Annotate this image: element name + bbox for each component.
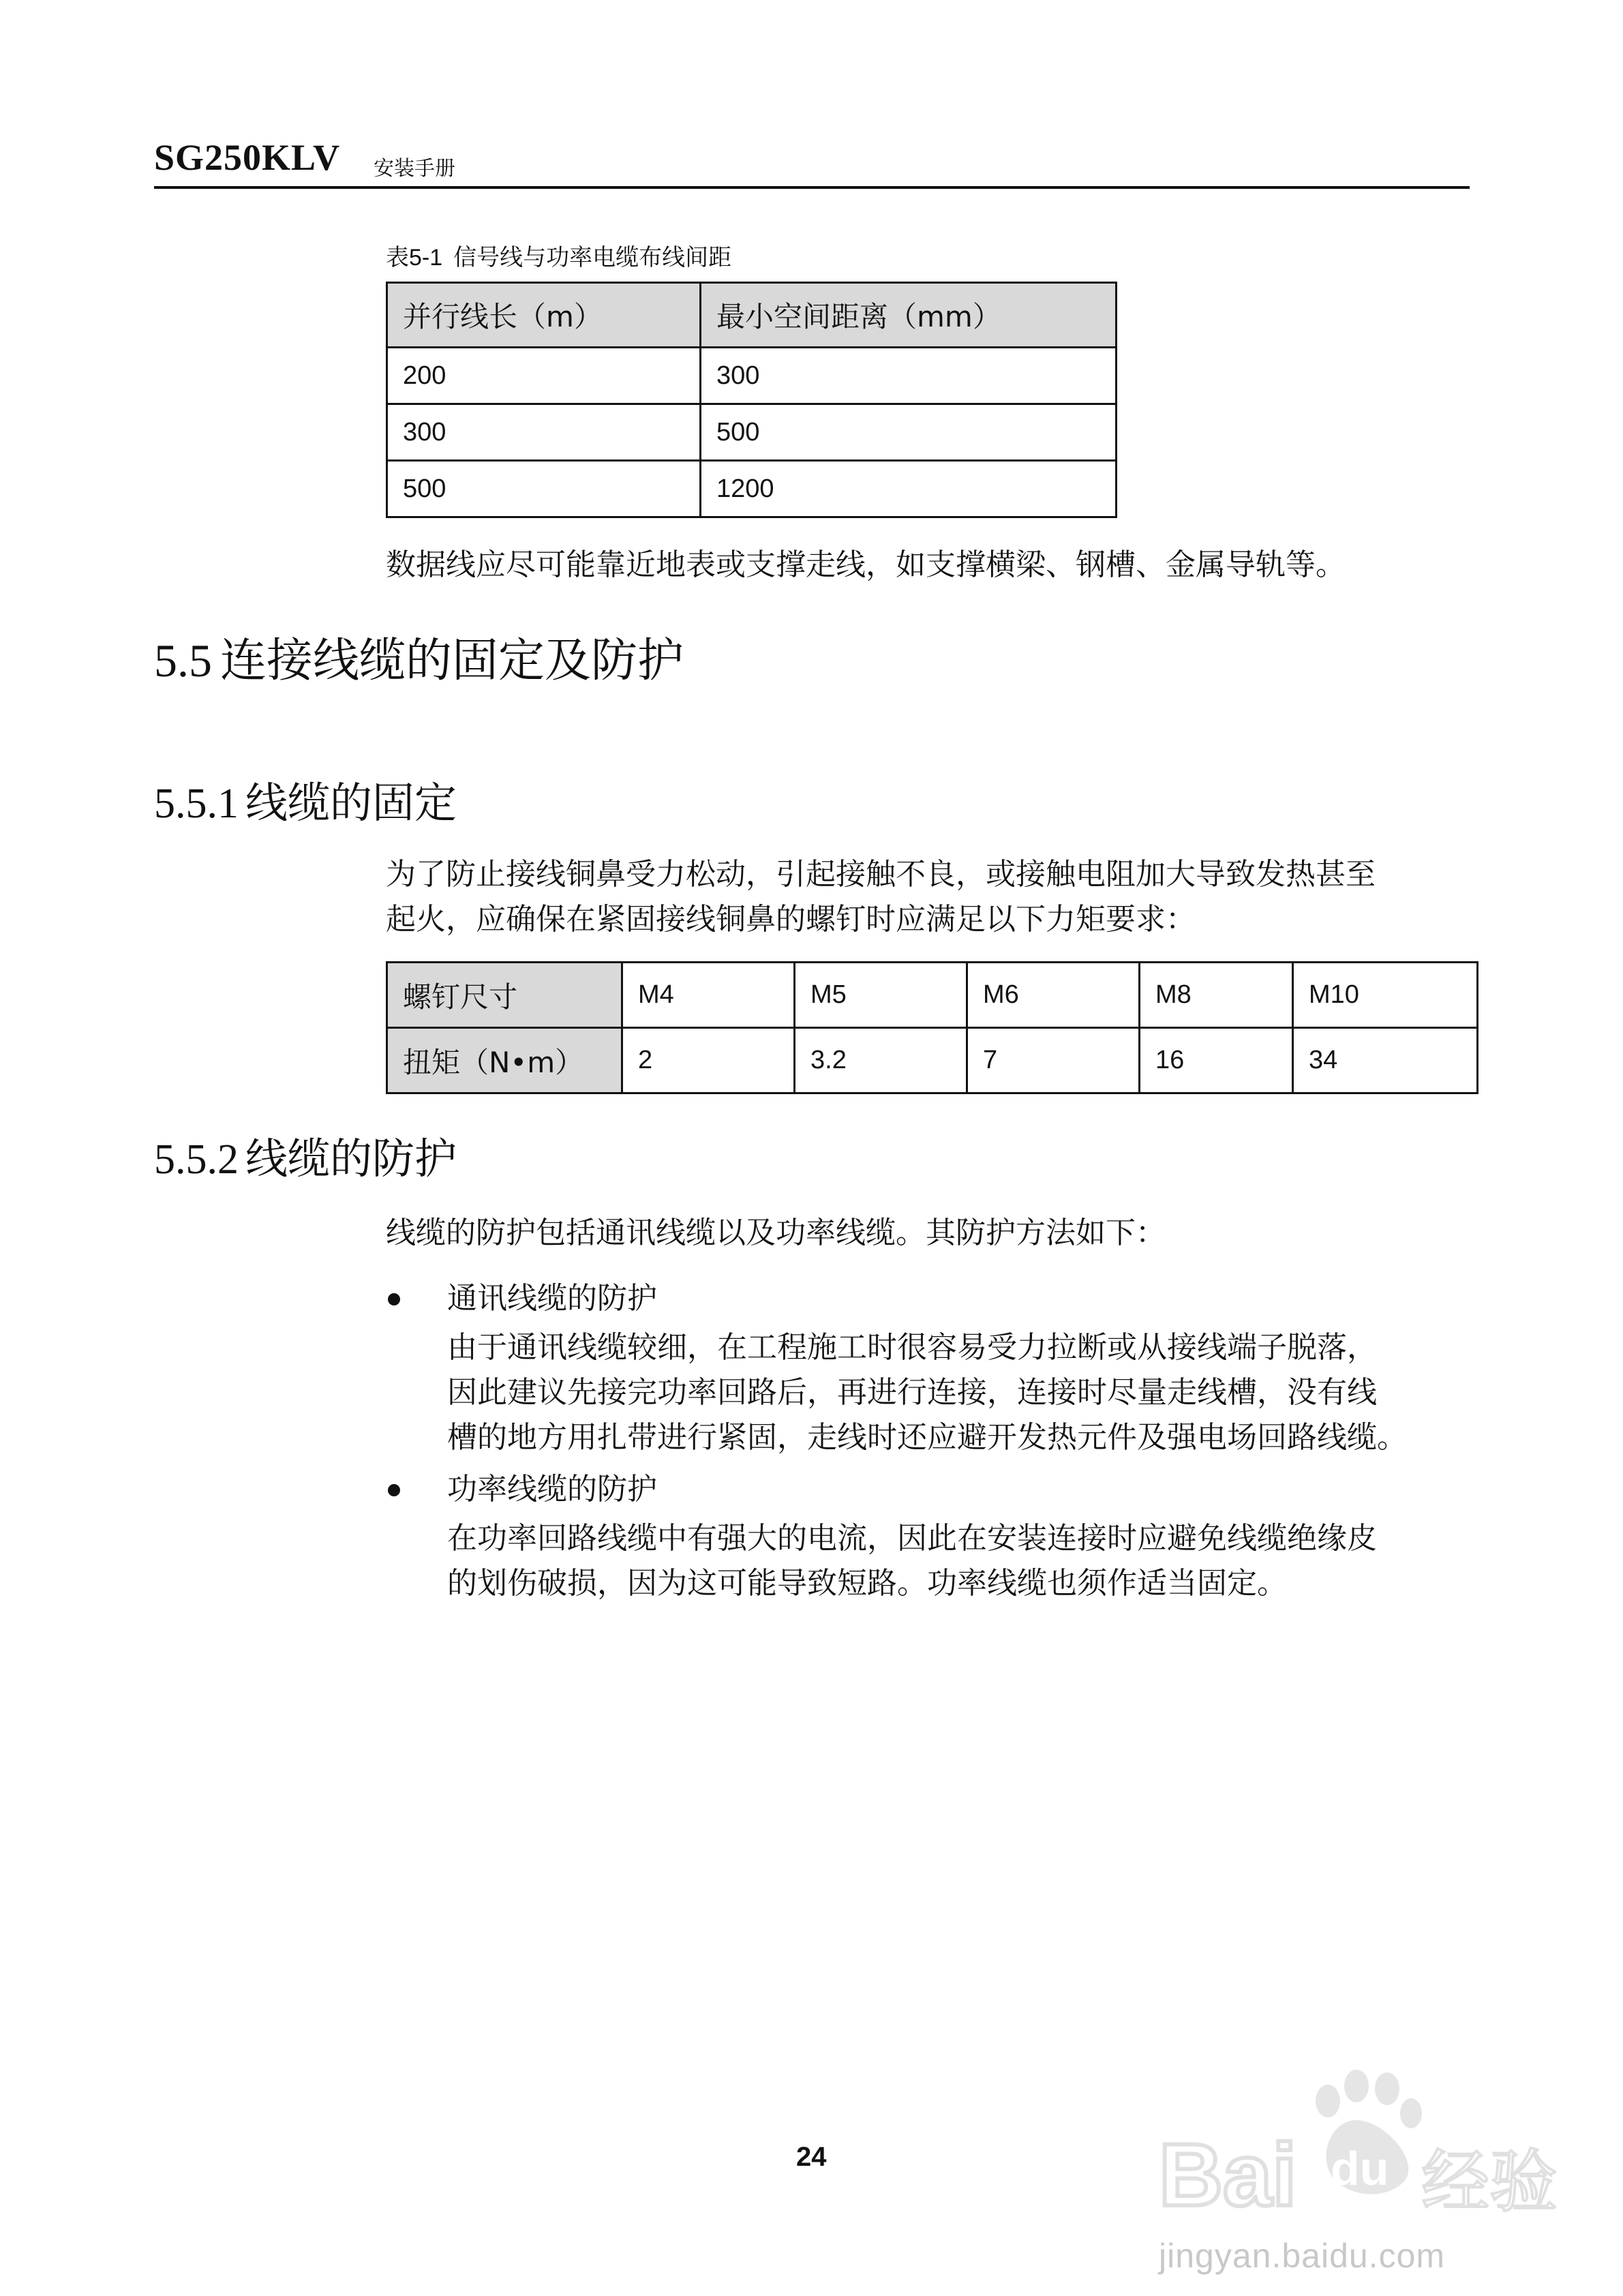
table-cell: 16: [1140, 1028, 1293, 1093]
table-cell: 300: [387, 404, 701, 461]
bullet-text-line: 因此建议先接完功率回路后，再进行连接，连接时尽量走线槽，没有线: [447, 1375, 1377, 1410]
table-cell: 3.2: [795, 1028, 967, 1093]
table-cell: 500: [701, 404, 1117, 461]
bullet-title: 功率线缆的防护: [447, 1472, 657, 1507]
table-cell: 200: [387, 348, 701, 404]
header-divider: [154, 186, 1470, 189]
data-line-note: 数据线应尽可能靠近地表或支撑走线，如支撑横梁、钢槽、金属导轨等。: [386, 547, 1346, 582]
cable-spacing-table: [386, 282, 1117, 518]
paragraph-line: 为了防止接线铜鼻受力松动，引起接触不良，或接触电阻加大导致发热甚至: [386, 857, 1376, 892]
table-caption-text: 信号线与功率电缆布线间距: [453, 244, 732, 271]
section-number: 5.5.1: [154, 781, 239, 827]
svg-text:经验: 经验: [1421, 2142, 1558, 2222]
document-model-title: SG250KLV: [154, 137, 341, 178]
table-header-cell: 最小空间距离（mm）: [701, 283, 1117, 348]
table-header-row: [387, 283, 1117, 348]
svg-text:Bai: Bai: [1159, 2125, 1297, 2224]
table-caption: [386, 239, 731, 272]
section-title: 线缆的防护: [245, 1134, 457, 1183]
table-cell: M8: [1140, 963, 1293, 1028]
bullet-text-line: 由于通讯线缆较细，在工程施工时很容易受力拉断或从接线端子脱落，: [447, 1330, 1377, 1365]
table-row: [387, 963, 1478, 1028]
table-row: [387, 348, 1117, 404]
table-row: [387, 1028, 1478, 1093]
table-row: [387, 404, 1117, 461]
table-cell: M4: [622, 963, 795, 1028]
table-cell: 7: [967, 1028, 1140, 1093]
section-heading-5-5-1: [154, 769, 457, 830]
bullet-title: 通讯线缆的防护: [447, 1281, 657, 1316]
table-row: [387, 461, 1117, 517]
section-number: 5.5.2: [154, 1136, 239, 1183]
bullet-text-line: 在功率回路线缆中有强大的电流，因此在安装连接时应避免线缆绝缘皮: [447, 1521, 1377, 1556]
table-cell: 500: [387, 461, 701, 517]
table-cell: M6: [967, 963, 1140, 1028]
table-cell: 300: [701, 348, 1117, 404]
table-cell: 1200: [701, 461, 1117, 517]
table-header-cell: 并行线长（m）: [387, 283, 701, 348]
baidu-watermark-logo: [1152, 2045, 1558, 2250]
bullet-dot: [388, 1484, 400, 1496]
section-heading-5-5: [154, 624, 684, 690]
section-number: 5.5: [154, 635, 212, 686]
table-row-label: 螺钉尺寸: [387, 963, 622, 1028]
page-number: 24: [796, 2142, 827, 2172]
document-subtitle: 安装手册: [374, 157, 455, 181]
paragraph-line: 起火，应确保在紧固接线铜鼻的螺钉时应满足以下力矩要求：: [386, 902, 1196, 937]
watermark-url: jingyan.baidu.com: [1159, 2237, 1446, 2275]
table-cell: M10: [1293, 963, 1478, 1028]
bullet-text-line: 槽的地方用扎带进行紧固，走线时还应避开发热元件及强电场回路线缆。: [447, 1420, 1407, 1455]
torque-table: [386, 961, 1478, 1094]
table-cell: 34: [1293, 1028, 1478, 1093]
svg-text:du: du: [1331, 2142, 1389, 2195]
table-cell: 2: [622, 1028, 795, 1093]
section-heading-5-5-2: [154, 1125, 457, 1185]
section-title: 线缆的固定: [245, 778, 457, 828]
section-title: 连接线缆的固定及防护: [220, 634, 684, 688]
section-intro: 线缆的防护包括通讯线缆以及功率线缆。其防护方法如下：: [386, 1215, 1166, 1250]
table-row-label: 扭矩（N•m）: [387, 1028, 622, 1093]
bullet-text-line: 的划伤破损，因为这可能导致短路。功率线缆也须作适当固定。: [447, 1566, 1287, 1601]
bullet-dot: [388, 1293, 400, 1305]
table-cell: M5: [795, 963, 967, 1028]
table-caption-number: 表5-1: [386, 245, 443, 271]
